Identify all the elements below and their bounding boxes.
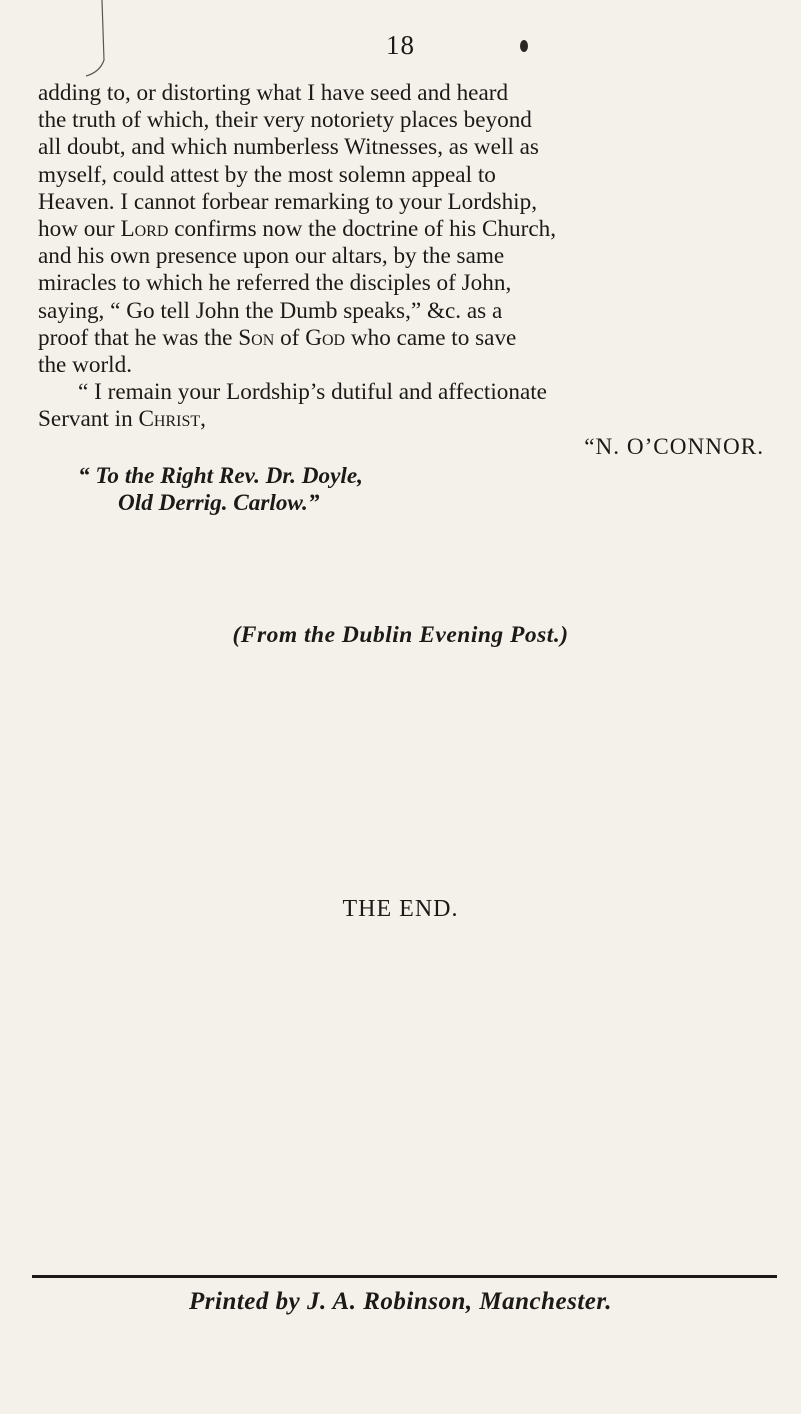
text-line-part: Servant in [38,406,139,433]
printer-colophon: Printed by J. A. Robinson, Manchester. [189,1288,612,1315]
small-caps-lord: Lord [120,216,169,243]
signature: “N. O’CONNOR. [584,433,764,460]
text-line: adding to, or distorting what I have seed and heard [38,80,509,106]
addressee-block [38,463,768,517]
page-number: 18 [386,30,415,60]
text-line: Heaven. I cannot forbear remarking to your Lordship, [38,188,537,215]
text-line: all doubt, and which numberless Witnesses, as well as [38,134,539,161]
addressee-line: “ To the Right Rev. Dr. Doyle, [78,462,363,489]
text-line: myself, could attest by the most solemn appeal to [38,161,496,188]
ink-speck [520,40,528,52]
addressee-line: Old Derrig. Carlow.” [118,490,320,517]
text-line: and his own presence upon our altars, by the same [38,243,505,270]
closing-paragraph-continued [38,406,768,433]
horizontal-rule [32,1275,777,1278]
text-line-part: of [274,324,306,351]
letter-text [38,80,768,517]
source-attribution: (From the Dublin Evening Post.) [232,622,569,648]
text-line: the world. [38,352,133,379]
small-caps-christ: Christ [138,406,201,433]
text-line: miracles to which he referred the disciples of John, [38,270,512,297]
small-caps-son: Son [238,324,275,351]
text-line-part: who came to save [345,324,517,351]
text-line-part: how our [38,216,121,243]
text-line-part: , [200,406,206,433]
closing-paragraph [38,379,768,406]
text-line: “ I remain your Lordship’s dutiful and affectionate [78,379,547,406]
text-line: the truth of which, their very notoriety places beyond [38,107,532,134]
letter-paragraph [38,80,768,379]
the-end-heading: THE END. [342,896,459,922]
text-line-part: proof that he was the [38,324,239,351]
text-line: saying, “ Go tell John the Dumb speaks,” &c. as a [38,297,503,324]
text-line-part: confirms now the doctrine of his Church, [168,216,557,243]
small-caps-god: God [305,324,346,351]
